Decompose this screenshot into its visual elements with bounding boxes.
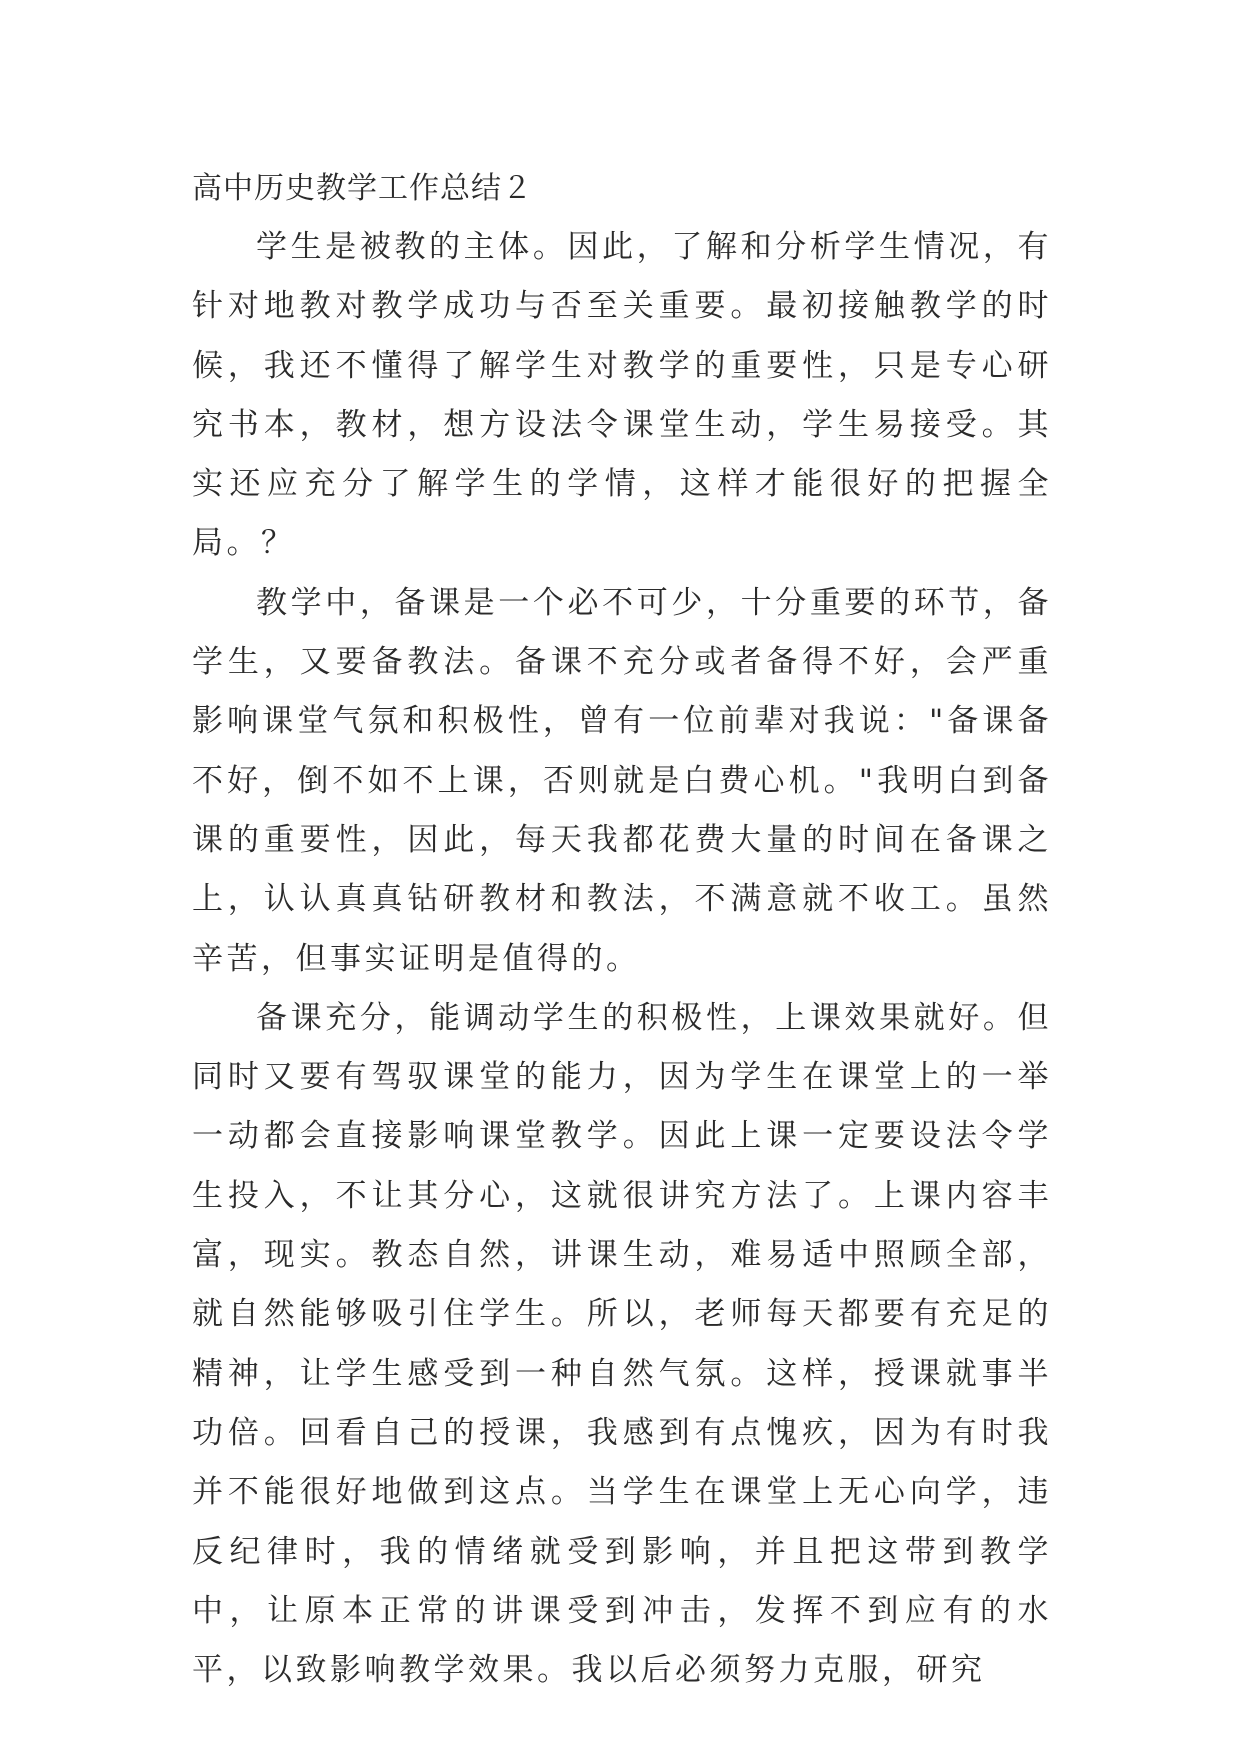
paragraph-1: 学生是被教的主体。因此，了解和分析学生情况，有针对地教对教学成功与否至关重要。最初接触教学的时候，我还不懂得了解学生对教学的重要性，只是专心研究书本，教材，想方设法令课堂生动，学生易接受。其实还应充分了解学生的学情，这样才能很好的把握全局。？ — [192, 229, 1052, 562]
paragraph-2: 教学中，备课是一个必不可少，十分重要的环节，备学生，又要备教法。备课不充分或者备得不好，会严重影响课堂气氛和积极性，曾有一位前辈对我说："备课备不好，倒不如不上课，否则就是白费心机。"我明白到备课的重要性，因此，每天我都花费大量的时间在备课之上，认认真真钻研教材和教法，不满意就不收工。虽然辛苦，但事实证明是值得的。 — [192, 584, 1052, 977]
document-title: 高中历史教学工作总结２ — [192, 171, 533, 206]
paragraph-3: 备课充分，能调动学生的积极性，上课效果就好。但同时又要有驾驭课堂的能力，因为学生在课堂上的一举一动都会直接影响课堂教学。因此上课一定要设法令学生投入，不让其分心，这就很讲究方法了。上课内容丰富，现实。教态自然，讲课生动，难易适中照顾全部，就自然能够吸引住学生。所以，老师每天都要有充足的精神，让学生感受到一种自然气氛。这样，授课就事半功倍。回看自己的授课，我感到有点愧疚，因为有时我并不能很好地做到这点。当学生在课堂上无心向学，违反纪律时，我的情绪就受到影响，并且把这带到教学中，让原本正常的讲课受到冲击，发挥不到应有的水平，以致影响教学效果。我以后必须努力克服，研究 — [192, 999, 1052, 1689]
document-body — [192, 160, 1052, 1700]
